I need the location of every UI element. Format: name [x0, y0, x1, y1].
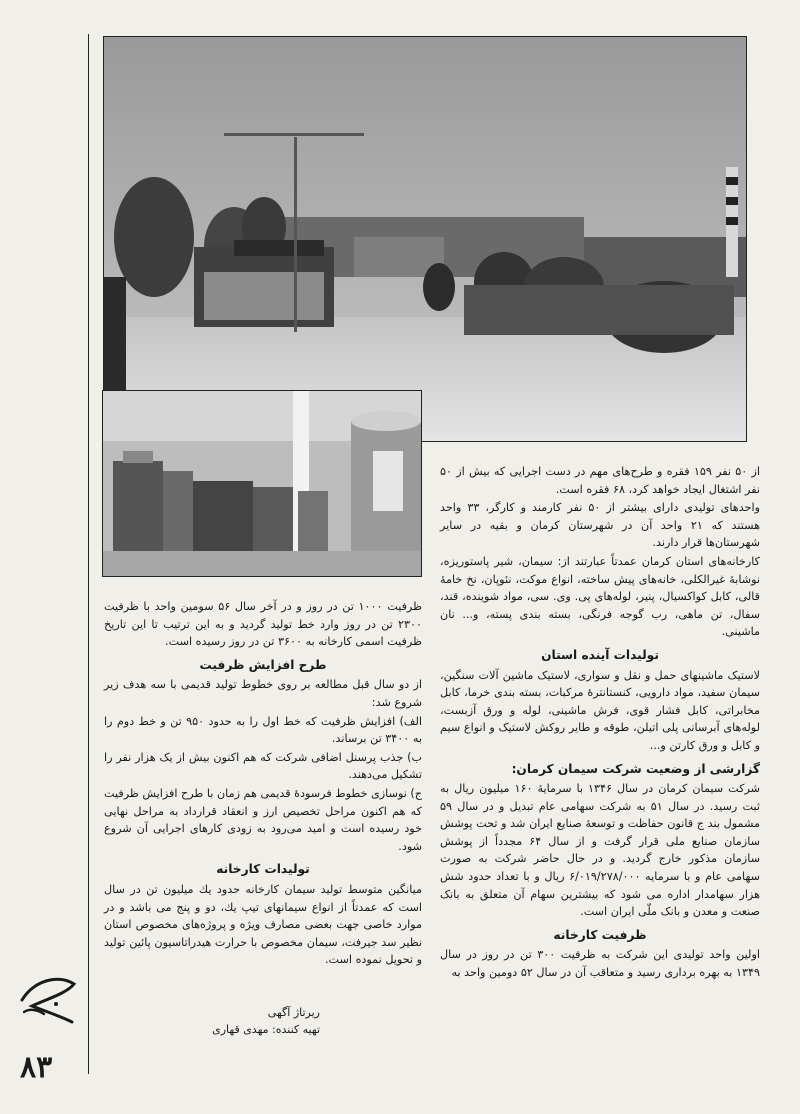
- paragraph: ج) نوسازی خطوط فرسودهٔ قدیمی هم زمان با طرح افزایش ظرفیت که هم اکنون مراحل تخصیص ارز و انعقاد قرارداد به مراحل نهایی خود رسیده است و امید می‌رود به زودی کارهای اجرایی آن شروع شود.: [104, 786, 422, 853]
- page-number: ۸۳: [20, 1050, 53, 1085]
- section-heading: طرح افزایش ظرفیت: [199, 657, 327, 672]
- section-heading: گزارشی از وضعیت شرکت سیمان کرمان:: [511, 761, 760, 776]
- paragraph: اولین واحد تولیدی این شرکت به ظرفیت ۳۰۰ تن در روز در سال ۱۳۴۹ به بهره برداری رسید و متعاقب آن در سال ۵۲ دومین واحد به: [440, 948, 760, 980]
- kerman-logo-icon: [14, 960, 84, 1032]
- paragraph: ب) جذب پرسنل اضافی شرکت که هم اکنون بیش از یک هزار نفر را تشکیل می‌دهند.: [104, 750, 422, 782]
- paragraph: کارخانه‌های استان کرمان عمدتاً عبارتند از: سیمان، شیر پاستوریزه، نوشابهٔ غیرالکلی، خانه‌های پیش ساخته، انواع موکت، نئوپان، نخ خامهٔ قالی، کابل کواکسیال، پنیر، لوله‌های پی. وی. سی، مواد شوینده، قند، سفال، تن ماهی، رب گوجه فرنگی، بسته بندی پسته، و... نان ماشینی.: [440, 554, 760, 639]
- paragraph: میانگین متوسط تولید سیمان کارخانه حدود یك میلیون تن در سال است که عمدتاً از انواع سیمانهای تیپ یك، دو و پنج می باشد و در موارد خاصی جهت بعضی مصارف ویژه و پروژه‌های مخصوص استان نظیر سد جیرفت، سیمان مخصوص با حرارت هیدراتاسیون پائین تولید و تحویل نموده است.: [104, 882, 422, 967]
- section-heading: تولیدات کارخانه: [216, 862, 310, 877]
- paragraph: شرکت سیمان کرمان در سال ۱۳۴۶ با سرمایهٔ ۱۶۰ میلیون ریال به ثبت رسید. در سال ۵۱ به شرکت سهامی عام تبدیل و در سال ۵۹ مشمول بند ج قانون حفاظت و توسعهٔ صنایع ایران شد و تحت پوشش سازمان صنایع ملی قرار گرفت و از سال ۶۴ مجدداً از پوشش سازمان مذکور خارج گردید. و در حال حاضر شرکت به صورت سهامی عام و با سرمایه ۶/۰۱۹/۲۷۸/۰۰۰ ریال و با تعداد حدود شش هزار سهامدار اداره می شود که بیشترین سهام آن متعلق به بانک صنعت و معدن و بانک ملّی ایران است.: [440, 782, 761, 919]
- credit-line-type: ریرتاژ آگهی: [267, 1006, 320, 1019]
- section-heading: تولیدات آینده استان: [541, 647, 659, 662]
- plant-interior-photo: [102, 390, 422, 577]
- paragraph: از دو سال قبل مطالعه بر روی خطوط تولید قدیمی با سه هدف زیر شروع شد:: [104, 678, 422, 709]
- paragraph: واحدهای تولیدی دارای بیشتر از ۵۰ نفر کارمند و کارگر، ۳۳ واحد هستند که ۲۱ واحد آن در شهرستان کرمان و بقیه در سایر شهرستان‌ها قرار دارند.: [440, 501, 760, 550]
- paragraph: ظرفیت ۱۰۰۰ تن در روز و در آخر سال ۵۶ سومین واحد با ظرفیت ۲۳۰۰ تن در روز وارد خط تولید گردید و به این ترتیب تا این تاریخ ظرفیت اسمی کارخانه به ۳۶۰۰ تن در روز رسیده است.: [104, 600, 422, 649]
- credit-line-author: تهیه کننده: مهدی قهاری: [212, 1023, 320, 1036]
- paragraph: الف) افزایش ظرفیت که خط اول را به حدود ۹۵۰ تن و خط دوم را به ۳۴۰۰ تن برساند.: [104, 714, 423, 746]
- paragraph: از ۵۰ نفر ۱۵۹ فقره و طرح‌های مهم در دست اجرایی که بیش از ۵۰ نفر اشتغال ایجاد خواهد کرد، ۶۸ فقره است.: [440, 465, 760, 496]
- plant-interior-image: [103, 391, 421, 576]
- right-text-column: [440, 463, 760, 983]
- left-text-column: [104, 598, 422, 970]
- kerman-logo: [14, 960, 84, 1032]
- paragraph: لاستیک ماشینهای حمل و نقل و سواری، لاستیک ماشین آلات سنگین، سیمان سفید، مواد دارویی، کنستانترهٔ مرکبات، بسته بندی خرما، کابل مخابراتی، کابل فشار قوی، فرش ماشینی، لوله و ورق آزبست، لوله‌های آبرسانی پلی اتیلن، طوقه و طایر روکش لاستیک و انواع سیم و کابل و ورق کارتن و...: [440, 668, 760, 752]
- article-credit: [140, 1004, 320, 1038]
- factory-entrance-image: [104, 37, 746, 441]
- section-heading: ظرفیت کارخانه: [553, 927, 647, 942]
- factory-entrance-photo: [103, 36, 747, 442]
- vertical-rule: [88, 34, 89, 1074]
